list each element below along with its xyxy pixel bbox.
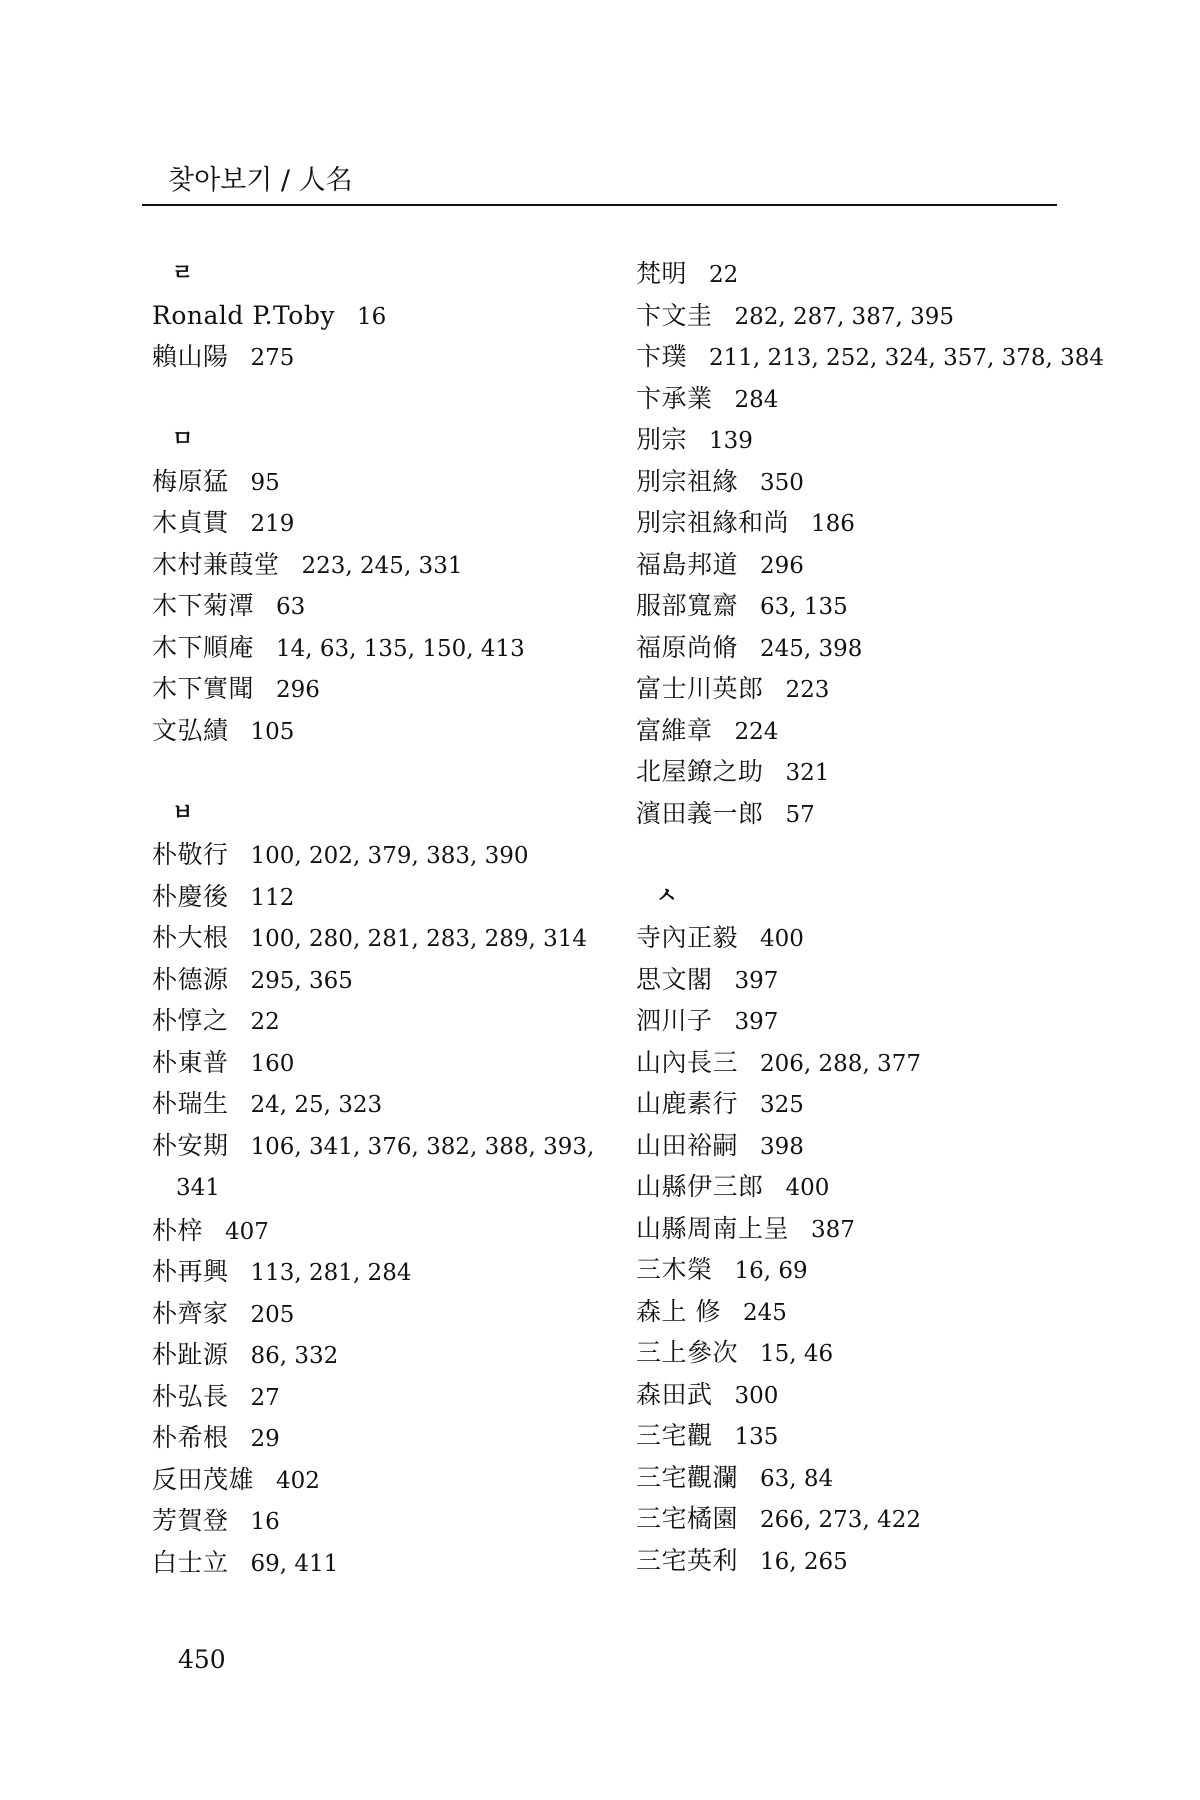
- entry-name: 服部寬齋: [636, 591, 739, 620]
- entry-pages: 22: [250, 1009, 280, 1035]
- entry-pages: 224: [734, 718, 779, 745]
- index-entry: [636, 1457, 1116, 1499]
- index-entry: [636, 1042, 1116, 1084]
- entry-pages: 205: [250, 1301, 295, 1328]
- entry-name: 北屋鐐之助: [636, 757, 764, 786]
- entry-pages: 135: [734, 1424, 779, 1450]
- index-entry: [636, 336, 1116, 378]
- entry-pages: 16, 69: [734, 1258, 808, 1284]
- index-entry: [152, 585, 632, 627]
- entry-pages: 24, 25, 323: [250, 1092, 383, 1118]
- entry-name: 朴齊家: [152, 1298, 229, 1328]
- entry-pages: 400: [760, 926, 804, 952]
- page-number: 450: [178, 1645, 226, 1674]
- entry-name: 山縣周南上呈: [636, 1213, 790, 1243]
- entry-name: 梵明: [636, 259, 688, 288]
- index-entry: [152, 1417, 632, 1459]
- index-entry: [636, 793, 1116, 835]
- entry-name: 三上參次: [636, 1338, 739, 1367]
- entry-name: 朴敬行: [152, 840, 229, 869]
- entry-name: 梅原猛: [152, 466, 229, 496]
- entry-pages: 95: [250, 469, 280, 496]
- entry-pages: 160: [250, 1050, 295, 1077]
- entry-pages: 63, 135: [760, 594, 848, 620]
- index-entry: [636, 502, 1116, 544]
- section-heading: ㅁ: [172, 427, 194, 452]
- entry-pages: 321: [785, 760, 830, 786]
- entry-pages: 400: [785, 1175, 830, 1201]
- entry-name: 卞承業: [636, 383, 713, 413]
- entry-pages: 275: [250, 345, 295, 371]
- index-entry: [636, 917, 1116, 959]
- entry-pages: 206, 288, 377: [760, 1050, 921, 1077]
- entry-pages: 325: [760, 1092, 804, 1118]
- entry-name: 富士川英郎: [636, 674, 764, 703]
- index-entry: [152, 1125, 632, 1210]
- index-entry: [152, 1042, 632, 1084]
- index-column-right: [636, 253, 1116, 1581]
- entry-pages: 296: [760, 552, 804, 579]
- index-entry: [152, 1500, 632, 1542]
- index-column-left: [152, 253, 632, 1583]
- index-entry: [152, 1334, 632, 1376]
- entry-name: 森上 修: [636, 1296, 721, 1326]
- entry-name: 思文閣: [636, 964, 713, 994]
- entry-pages: 402: [276, 1467, 320, 1494]
- entry-pages: 296: [276, 677, 320, 703]
- index-entry: [152, 710, 632, 752]
- entry-pages: 266, 273, 422: [760, 1507, 921, 1533]
- entry-name: 朴弘長: [152, 1381, 229, 1411]
- index-entry: [152, 461, 632, 503]
- entry-pages: 57: [785, 801, 815, 828]
- entry-pages: 15, 46: [760, 1341, 834, 1367]
- entry-name: 木村兼葭堂: [152, 549, 280, 579]
- entry-name: 山鹿素行: [636, 1089, 739, 1118]
- entry-name: 卞文圭: [636, 300, 713, 330]
- index-entry: [152, 834, 632, 876]
- index-entry: [636, 1415, 1116, 1457]
- entry-pages: 397: [734, 1009, 779, 1035]
- index-entry: [636, 253, 1116, 295]
- index-entry: [636, 1208, 1116, 1250]
- entry-name: 朴希根: [152, 1423, 229, 1452]
- entry-name: 芳賀登: [152, 1506, 229, 1535]
- entry-pages: 398: [760, 1133, 804, 1160]
- entry-pages: 284: [734, 386, 779, 413]
- entry-pages: 397: [734, 967, 779, 994]
- index-entry: [636, 295, 1116, 337]
- index-entry: [636, 378, 1116, 420]
- entry-name: 木下實聞: [152, 674, 255, 703]
- entry-pages: 69, 411: [250, 1550, 339, 1577]
- entry-pages: 282, 287, 387, 395: [734, 303, 954, 330]
- entry-pages: 16: [250, 1509, 280, 1535]
- entry-pages-continued: 341: [176, 1175, 220, 1201]
- index-entry: [152, 876, 632, 918]
- entry-pages: 27: [250, 1384, 280, 1411]
- entry-name: 福原尚脩: [636, 632, 739, 662]
- index-entry: [636, 1374, 1116, 1416]
- index-entry: [636, 1498, 1116, 1540]
- entry-name: 朴惇之: [152, 1006, 229, 1035]
- entry-pages: 86, 332: [250, 1343, 339, 1369]
- entry-pages: 300: [734, 1382, 779, 1409]
- entry-pages: 105: [250, 718, 295, 745]
- section-spacer: [152, 751, 632, 793]
- entry-name: 賴山陽: [152, 342, 229, 371]
- index-entry: [152, 1376, 632, 1418]
- entry-pages: 245: [742, 1299, 787, 1326]
- entry-pages: 223: [785, 677, 830, 703]
- index-entry: [636, 419, 1116, 461]
- entry-name: 三木榮: [636, 1255, 713, 1284]
- entry-name: 別宗: [636, 425, 688, 454]
- section-heading: ㅂ: [172, 800, 194, 826]
- entry-name: 森田武: [636, 1379, 713, 1409]
- index-entry: [152, 1459, 632, 1501]
- entry-name: 三宅橘園: [636, 1504, 739, 1533]
- index-entry: [152, 295, 632, 337]
- entry-name: 文弘績: [152, 715, 229, 745]
- index-entry: [636, 751, 1116, 793]
- entry-pages: 211, 213, 252, 324, 357, 378, 384: [709, 345, 1105, 371]
- index-entry: [152, 627, 632, 669]
- index-entry: [152, 1000, 632, 1042]
- entry-pages: 186: [811, 511, 855, 537]
- entry-pages: 139: [709, 428, 753, 454]
- index-entry: [152, 1542, 632, 1584]
- entry-pages: 100, 202, 379, 383, 390: [250, 843, 529, 869]
- entry-name: 白士立: [152, 1547, 229, 1577]
- index-entry: [636, 627, 1116, 669]
- entry-pages: 387: [811, 1216, 855, 1243]
- index-entry: [636, 1166, 1116, 1208]
- section-heading: ㅅ: [656, 883, 678, 909]
- entry-pages: 350: [760, 469, 804, 496]
- index-entry: [636, 959, 1116, 1001]
- index-entry: [152, 1251, 632, 1293]
- index-entry: [636, 710, 1116, 752]
- entry-name: 濱田義一郎: [636, 798, 764, 828]
- entry-name: 朴趾源: [152, 1340, 229, 1369]
- index-entry: [152, 544, 632, 586]
- entry-name: 山內長三: [636, 1047, 739, 1077]
- index-entry: [636, 1000, 1116, 1042]
- entry-pages: 112: [250, 884, 295, 911]
- entry-pages: 63: [276, 594, 306, 620]
- index-entry: [152, 502, 632, 544]
- entry-pages: 223, 245, 331: [301, 552, 463, 579]
- index-entry: [152, 336, 632, 378]
- index-entry: [636, 1540, 1116, 1582]
- section-spacer: [636, 834, 1116, 876]
- entry-pages: 245, 398: [760, 635, 863, 662]
- entry-name: 泗川子: [636, 1006, 713, 1035]
- entry-name: 富維章: [636, 715, 713, 745]
- index-entry: [152, 959, 632, 1001]
- entry-name: 反田茂雄: [152, 1464, 255, 1494]
- index-entry: [152, 917, 632, 959]
- index-entry: [636, 1249, 1116, 1291]
- index-entry: [636, 461, 1116, 503]
- entry-name: 木下順庵: [152, 632, 255, 662]
- index-entry: [152, 1083, 632, 1125]
- entry-pages: 16, 265: [760, 1548, 848, 1575]
- index-entry: [636, 1083, 1116, 1125]
- header-rule: [142, 204, 1057, 206]
- entry-pages: 219: [250, 511, 295, 537]
- entry-pages: 63, 84: [760, 1465, 834, 1492]
- entry-name: 山田裕嗣: [636, 1130, 739, 1160]
- entry-name: 朴再興: [152, 1257, 229, 1286]
- index-entry: [636, 668, 1116, 710]
- entry-name: 朴慶後: [152, 881, 229, 911]
- entry-name: 朴東普: [152, 1047, 229, 1077]
- index-entry: [152, 1293, 632, 1335]
- index-entry: [152, 1210, 632, 1252]
- entry-name: 卞璞: [636, 342, 688, 371]
- page-header-title: 찾아보기 / 人名: [168, 165, 353, 196]
- entry-name: 三宅觀: [636, 1421, 713, 1450]
- entry-pages: 113, 281, 284: [250, 1260, 412, 1286]
- entry-name: 朴安期: [152, 1130, 229, 1160]
- entry-name: 寺內正毅: [636, 923, 739, 952]
- entry-pages: 100, 280, 281, 283, 289, 314: [250, 926, 588, 952]
- entry-pages: 14, 63, 135, 150, 413: [276, 635, 525, 662]
- entry-name: 三宅觀瀾: [636, 1462, 739, 1492]
- entry-name: 朴瑞生: [152, 1089, 229, 1118]
- entry-name: 三宅英利: [636, 1545, 739, 1575]
- index-entry: [636, 1332, 1116, 1374]
- entry-pages: 295, 365: [250, 967, 353, 994]
- section-heading: ㄹ: [172, 261, 194, 286]
- entry-name: 木下菊潭: [152, 591, 255, 620]
- index-entry: [636, 1291, 1116, 1333]
- entry-pages: 29: [250, 1426, 280, 1452]
- entry-name: 別宗祖緣和尚: [636, 508, 790, 537]
- entry-pages: 22: [709, 262, 739, 288]
- entry-name: 福島邦道: [636, 549, 739, 579]
- entry-name: 朴大根: [152, 923, 229, 952]
- entry-name: 別宗祖緣: [636, 466, 739, 496]
- index-entry: [636, 585, 1116, 627]
- index-entry: [636, 544, 1116, 586]
- section-spacer: [152, 378, 632, 420]
- index-entry: [152, 668, 632, 710]
- entry-name: 木貞貫: [152, 508, 229, 537]
- entry-pages: 407: [225, 1218, 269, 1245]
- entry-name: 山縣伊三郎: [636, 1172, 764, 1201]
- entry-pages: 16: [356, 303, 387, 330]
- entry-name: Ronald P.Toby: [152, 300, 335, 330]
- index-entry: [636, 1125, 1116, 1167]
- entry-name: 朴德源: [152, 964, 229, 994]
- entry-pages: 106, 341, 376, 382, 388, 393,: [250, 1133, 595, 1160]
- entry-name: 朴梓: [152, 1215, 204, 1245]
